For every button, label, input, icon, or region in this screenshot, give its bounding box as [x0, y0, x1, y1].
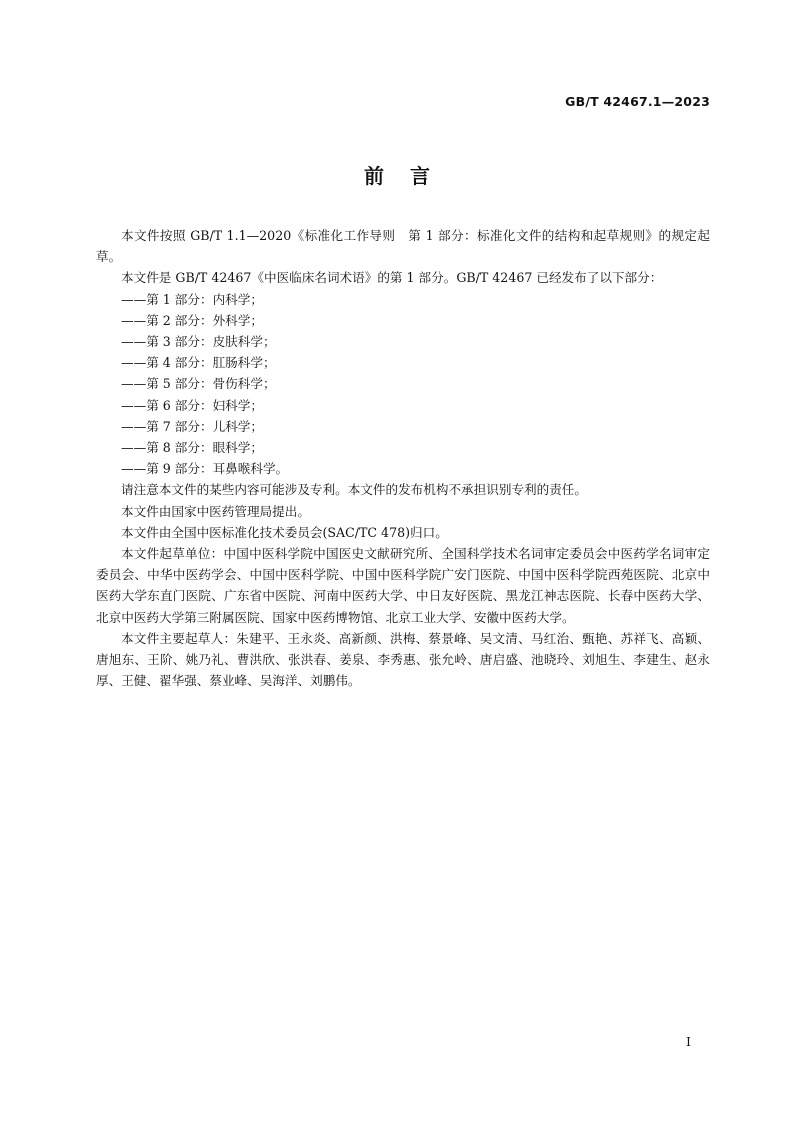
foreword-body [96, 225, 710, 691]
paragraph-drafting-rules: 本文件按照 GB/T 1.1—2020《标准化工作导则 第 1 部分：标准化文件的结构和起草规则》的规定起草。 [96, 228, 710, 265]
paragraph-drafting-units: 本文件起草单位：中国中医科学院中国医史文献研究所、全国科学技术名词审定委员会中医药学名词审定委员会、中华中医药学会、中国中医科学院、中国中医科学院广安门医院、中国中医科学院西苑医院、北京中医药大学东直门医院、广东省中医院、河南中医药大学、中日友好医院、黑龙江神志医院、长春中医药大学、北京中医药大学第三附属医院、国家中医药博物馆、北京工业大学、安徽中医药大学。 [96, 546, 710, 625]
list-item: ——第 2 部分：外科学； [121, 312, 263, 328]
list-item: ——第 8 部分：眼科学； [121, 440, 263, 456]
paragraph-main-drafters: 本文件主要起草人：朱建平、王永炎、高新颜、洪梅、蔡景峰、吴文清、马红治、甄艳、苏祥飞、高颖、唐旭东、王阶、姚乃礼、曹洪欣、张洪春、姜泉、李秀惠、张允岭、唐启盛、池晓玲、刘旭生、李建生、赵永厚、王健、翟华强、蔡业峰、吴海洋、刘鹏伟。 [96, 630, 710, 689]
list-item: ——第 9 部分：耳鼻喉科学。 [121, 461, 289, 477]
section-title: 前言 [364, 164, 456, 188]
paragraph-technical-committee: 本文件由全国中医标准化技术委员会(SAC/TC 478)归口。 [121, 524, 448, 540]
list-item: ——第 1 部分：内科学； [121, 291, 263, 307]
document-code: GB/T 42467.1—2023 [565, 94, 710, 109]
list-item: ——第 7 部分：儿科学； [121, 418, 263, 434]
list-item: ——第 3 部分：皮肤科学； [121, 334, 276, 350]
paragraph-standard-parts: 本文件是 GB/T 42467《中医临床名词术语》的第 1 部分。GB/T 42467 已经发布了以下部分： [121, 270, 663, 286]
list-item: ——第 5 部分：骨伤科学； [121, 376, 276, 392]
list-item: ——第 6 部分：妇科学； [121, 397, 263, 413]
page-number: I [686, 1034, 691, 1049]
paragraph-patent-notice: 请注意本文件的某些内容可能涉及专利。本文件的发布机构不承担识别专利的责任。 [121, 482, 587, 498]
list-item: ——第 4 部分：肛肠科学； [121, 355, 276, 371]
paragraph-proposer: 本文件由国家中医药管理局提出。 [121, 503, 310, 519]
